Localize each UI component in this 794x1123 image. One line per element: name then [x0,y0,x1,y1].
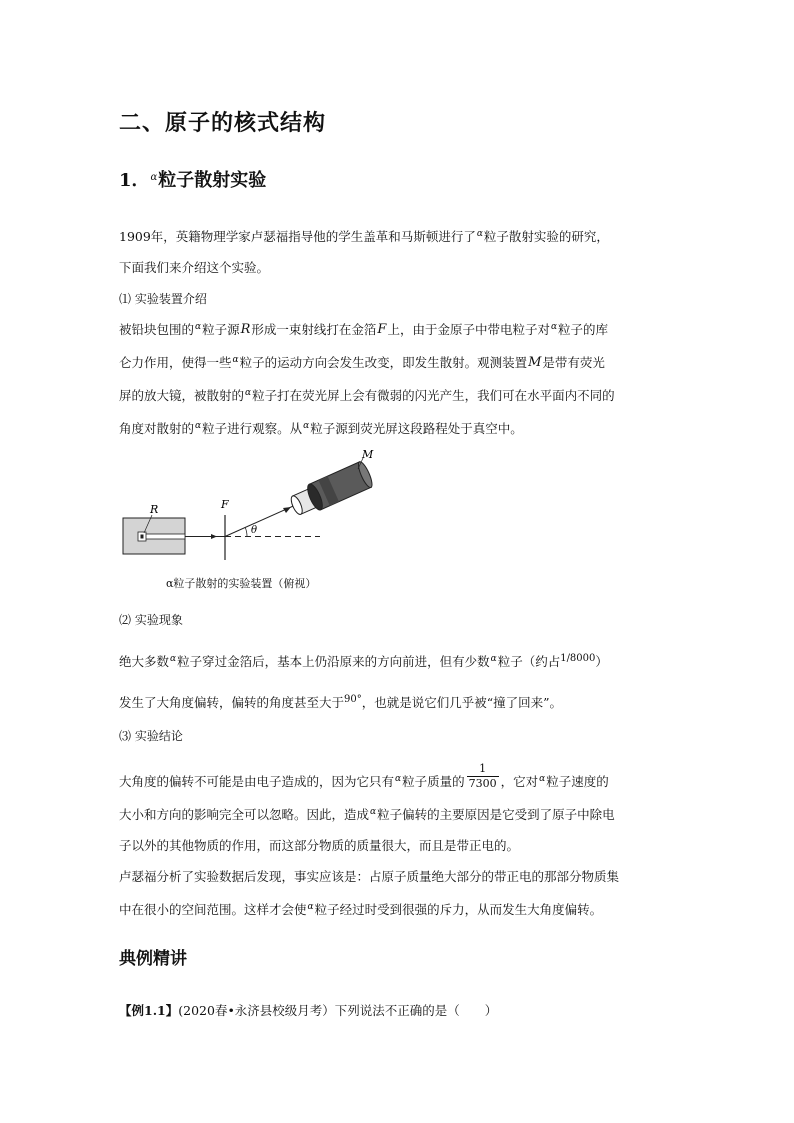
lead-channel [143,534,185,539]
intro-text: 粒子散射实验的研究， [483,229,609,244]
label-R: R [150,503,159,516]
text: ，它对 [500,774,539,789]
text: 子以外的其他物质的作用，而这部分物质的质量很大，而且是带正电的。 [119,838,520,853]
text: 卢瑟福分析了实验数据后发现，事实应该是：占原子质量绝大部分的带正电的那部分物质集 [119,869,620,884]
text: 大小和方向的影响完全可以忽略。因此，造成 [119,807,370,822]
intro-paragraph [119,219,694,283]
alpha-symbol: α [490,654,497,664]
var-R: R [240,322,251,337]
subheading-observation: ⑵ 实验现象 [119,613,183,627]
text: 上，由于金原子中带电粒子对 [387,322,550,337]
alpha-symbol: α [539,774,546,784]
example-tag: 【例1.1】 [119,1003,179,1018]
text: 粒子的库 [558,322,609,337]
text: 是带有荧光 [542,355,605,370]
text: 粒子质量的 [402,774,465,789]
text: 被铅块包围的 [119,322,195,337]
microscope [287,460,374,519]
figure-caption: α粒子散射的实验装置（俯视） [166,577,317,590]
text: 粒子穿过金箔后，基本上仍沿原来的方向前进，但有少数 [177,654,490,669]
text: 粒子进行观察。从 [202,421,303,436]
alpha-symbol: α [245,388,252,398]
alpha-symbol: α [170,654,177,664]
subheading-apparatus: ⑴ 实验装置介绍 [119,292,207,306]
text: 粒子速度的 [546,774,609,789]
alpha-symbol: α [303,421,310,431]
fraction-1-7300 [467,762,499,791]
alpha-symbol: α [307,902,314,912]
text: 大角度的偏转不可能是由电子造成的，因为它只有 [119,774,395,789]
fraction-1-8000: 1/8000 [560,653,596,664]
alpha-symbol: α [195,322,202,332]
conclusion-paragraph [119,764,694,925]
section-title: 二、原子的核式结构 [119,110,327,136]
text: 粒子源到荧光屏这段路程处于真空中。 [310,421,523,436]
text: 绝大多数 [119,654,170,669]
observation-paragraph [119,640,694,722]
fraction-denominator: 7300 [468,777,497,790]
label-F: F [221,498,229,511]
apparatus-figure [115,445,395,570]
text: 粒子打在荧光屏上会有微弱的闪光产生，我们可在水平面内不同的 [252,388,615,403]
alpha-symbol: α [395,774,402,784]
text: 粒子的运动方向会发生改变，即发生散射。观测装置 [239,355,528,370]
example-text: (2020春•永济县校级月考）下列说法不正确的是（ ） [178,1003,498,1018]
alpha-symbol: α [232,355,239,365]
angle-arc [245,527,247,537]
alpha-symbol: α [370,807,377,817]
example-1-1 [119,1001,497,1019]
subsection-number: 1． [119,170,150,191]
apparatus-paragraph [119,312,694,444]
angle-90: 90° [344,694,362,705]
alpha-symbol: α [550,322,558,332]
text: 粒子源 [202,322,240,337]
text: 屏的放大镜，被散射的 [119,388,245,403]
text: ） [595,654,608,669]
examples-title: 典例精讲 [119,949,187,969]
label-theta: θ [251,525,258,536]
text: 发生了大角度偏转，偏转的角度甚至大于 [119,695,345,710]
text: 粒子经过时受到很强的斥力，从而发生大角度偏转。 [314,902,603,917]
subsection-title [119,166,266,192]
intro-text: 1909年，英籍物理学家卢瑟福指导他的学生盖革和马斯顿进行了 [119,229,476,244]
text: 角度对散射的 [119,421,195,436]
text: 粒子偏转的主要原因是它受到了原子中除电 [377,807,615,822]
alpha-symbol: α [476,229,483,239]
fraction-numerator: 1 [467,762,499,777]
text: 仑力作用，使得一些 [119,355,232,370]
var-F: F [377,322,387,337]
text: ，也就是说它们几乎被“撞了回来”。 [361,695,563,710]
subheading-conclusion: ⑶ 实验结论 [119,729,183,743]
subsection-text: 粒子散射实验 [158,170,267,191]
text: 中在很小的空间范围。这样才会使 [119,902,307,917]
text: 形成一束射线打在金箔 [251,322,377,337]
label-M: M [362,448,374,461]
intro-text: 下面我们来介绍这个实验。 [119,260,270,275]
alpha-symbol: α [195,421,202,431]
var-M: M [528,355,542,370]
text: 粒子（约占 [497,654,561,669]
alpha-symbol: α [150,172,158,183]
